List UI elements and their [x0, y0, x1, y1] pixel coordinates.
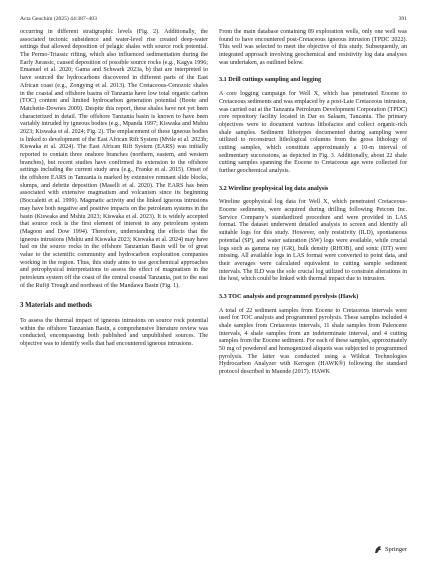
body-paragraph: Wireline geophysical log data for Well X, which penetrated Cretaceous-Eocene sediments, were acquired during drilling following Petcom Inc. Service Company’s standardized procedure and were provided in LAS format. The dataset underwent detailed analysis to screen and identify all suitable logs for this study. However, only resistivity (ILD), spontaneous potential (SP), and water saturation (SW) logs were available, while crucial logs such as gamma ray (GR), bulk density (RHOB), and sonic (DT) were missing. All available logs in LAS format were converted to point data, and their averages were calculated equivalent to cutting sample sediment intervals. The ILD was the sole crucial log utilized to constrain alterations in the host, which could be linked with thermal impact due to intrusion.: [219, 199, 407, 283]
subsection-heading-drill-cuttings: 3.1 Drill cuttings sampling and logging: [219, 76, 322, 84]
springer-horse-icon: [374, 545, 382, 554]
body-paragraph: occurring in different stratigraphic levels (Fig. 2). Additionally, the associated tectonic subsidence and water-level rise created deep-water settings that allowed deposition of pelagic shales with source rock potential. The Permo-Triassic rifting, which also influenced sedimentation during the Early Jurassic, caused deposition of possible source rocks (e.g., Kagya 1996; Emanuel et al. 2020; Gama and Schwark 2023a, b) that are interpreted to have sourced the hydrocarbons discovered in different parts of the East African coast (e.g., Zongying et al. 2013). The Cretaceous-Cenozoic shales in the coastal and offshore basins of Tanzania have low total organic carbon (TOC) content and limited hydrocarbon generation potential (Boote and Matchette-Downes 2009). Despite this report, these shales have not yet been characterized in detail. The offshore Tanzania basin is known to have been variably intruded by igneous bodies (e.g., Mpanda 1997; Kiswaka and Mshiu 2023; Kiswaka et al. 2024; Fig. 2). The emplacement of these igneous bodies is linked to development of the East African Rift System (Mvile et al. 2023b; Kiswaka et al. 2024). The East African Rift System (EARS) was initially reported to contain three onshore branches (northern, eastern, and western branches), but recent studies have confirmed its extension to the offshore settings including the current study area (e.g., Franke et al. 2015). Onset of the offshore EARS in Tanzania is marked by extensive remnant slide blocks, slumps, and debrite deposition (Maselli et al. 2020). The EARS has been associated with extensive magmatism and volcanism since its beginning (Boccaletti et al. 1999). Magmatic activity and the linked igneous intrusions may have both negative and positive impacts on the petroleum systems in the basin (Kiswaka and Mshiu 2023; Kiswaka et al. 2023). It is widely accepted that source rock is the first element of interest in any petroleum system (Magoon and Dow 1994). Therefore, understanding the effects that the igneous intrusions (Mshiu and Kiswaka 2023; Kiswaka et al. 2024) may have had on the source rocks in the offshore Tanzanian Basin will be of great value to the scientific community and hydrocarbon exploration companies working in the region. Thus, this study aims to use geochemical approaches and petrophysical interpretations to assess the effect of magmatism in the petroleum system off the coast of the central coastal Tanzania, just to the east of the Rufiji Trough and northeast of the Mandawa Basin (Fig. 1).: [20, 29, 208, 289]
page-number: 391: [398, 16, 407, 22]
subsection-heading-wireline-logs: 3.2 Wireline geophysical log data analysis: [219, 184, 329, 192]
body-paragraph: A core logging campaign for Well X, which has penetrated Eocene to Cretaceous sediments and was emplaced by a post-Late Cretaceous intrusion, was carried out at the Tanzania Petroleum Development Corporation (TPDC) core repository facility located in Dar es Salaam, Tanzania. The primary objectives were to document various lithofacies and collect organic-rich shale samples. Sediment lithotypes documented during sampling were utilized to reconstruct lithological columns from the gross lithology of cutting samples, which constitute approximately a 10-m interval of sedimentary successions, as depicted in Fig. 3. Additionally, about 22 shale cutting samples spanning the Eocene to Cretaceous age were collected for further geochemical analysis.: [219, 91, 407, 174]
running-header: [20, 14, 407, 24]
publisher-name: Springer: [384, 546, 407, 553]
body-paragraph: A total of 22 sediment samples from Eocene to Cretaceous intervals were used for TOC analysis and programmed pyrolysis. These samples included 4 shale samples from Cretaceous intervals, 11 shale samples from Paleocene intervals, 4 shale samples from an indeterminate interval, and 4 cutting samples from the Eocene sediment. For each of these samples, approximately 50 mg of powdered and homogenized aliquots was subjected to programmed pyrolysis. The latter was conducted using a Wildcat Technologies Hydrocarbon Analyzer with Kerogen (HAWK®) following the standard protocol described in Maende (2017). HAWK: [219, 307, 407, 376]
body-paragraph: From the main database containing 89 exploration wells, only one well was found to have encountered post-Cretaceous igneous intrusion (TPDC 2022). This well was selected to meet the objective of this study. Subsequently, an integrated approach involving geochemical and resistivity log data analyses was undertaken, as outlined below.: [219, 29, 407, 66]
publisher-footer: [374, 545, 407, 554]
subsection-heading-toc-pyrolysis: 3.3 TOC analysis and programmed pyrolysis (Hawk): [219, 292, 359, 300]
section-heading-materials-methods: 3 Materials and methods: [20, 302, 92, 310]
left-column: [20, 29, 208, 349]
body-paragraph: To assess the thermal impact of igneous intrusions on source rock potential within the offshore Tanzanian Basin, a comprehensive literature review was conducted, encompassing both published and unpublished sources. The objective was to identify wells that had encountered igneous intrusions.: [20, 318, 208, 348]
right-column: [219, 29, 407, 377]
journal-citation: Acta Geochim (2025) 44:387–403: [20, 16, 97, 22]
